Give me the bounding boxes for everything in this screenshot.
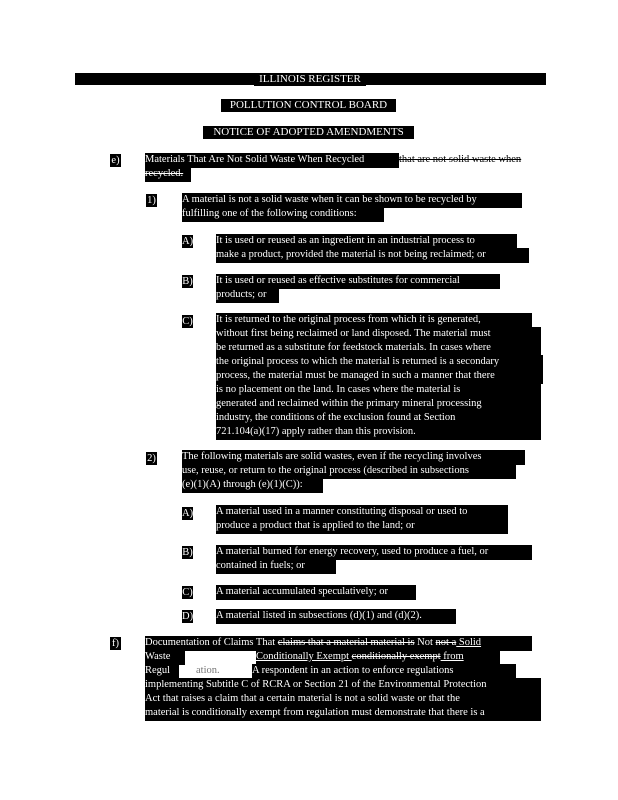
item-1B-line: It is used or reused as effective substitutes for commercial <box>216 274 500 289</box>
item-1B-marker: B) <box>182 276 193 287</box>
notice-title: NOTICE OF ADOPTED AMENDMENTS <box>203 126 414 139</box>
item-1C-line: It is returned to the original process from which it is generated, <box>216 313 532 328</box>
section-f-inserted-text: Solid <box>456 637 482 648</box>
item-1C-line: generated and reclaimed within the primary mineral processing <box>216 397 541 412</box>
section-f-inserted-text: Not <box>414 637 436 648</box>
item-1C-marker: C) <box>182 316 193 327</box>
section-e-marker: e) <box>111 155 120 166</box>
section-f-line-3-faded: ation. <box>196 664 226 679</box>
section-f-line: implementing Subtitle C of RCRA or Section 21 of the Environmental Protection <box>145 678 541 693</box>
section-e-deleted-line2: recycled. <box>145 167 191 182</box>
item-2B-line: A material burned for energy recovery, used to produce a fuel, or <box>216 545 532 560</box>
item-2C-marker: C) <box>182 587 193 598</box>
section-f-line-3-end: A respondent in an action to enforce regulations <box>252 664 516 679</box>
item-2C-line: A material accumulated speculatively; or <box>216 585 416 600</box>
item-2A-line: produce a product that is applied to the land; or <box>216 519 508 534</box>
section-f-deleted-text: claims that a material material is <box>277 637 415 648</box>
section-f-inserted-text: from <box>440 651 464 662</box>
item-2B-marker: B) <box>182 547 193 558</box>
item-2-marker: 2) <box>147 453 156 464</box>
item-1C-line: 721.104(a)(17) apply rather than this provision. <box>216 425 541 440</box>
item-1C-line: process, the material must be managed in such a manner that there <box>216 369 543 384</box>
section-f-deleted-text: not a <box>435 637 457 648</box>
section-f-line: material is conditionally exempt from regulation must demonstrate that there is a <box>145 706 541 721</box>
section-f-line-3-start: Regul <box>145 664 179 679</box>
section-e-heading: Materials That Are Not Solid Waste When Recycled <box>145 153 399 168</box>
item-1A-marker: A) <box>182 236 194 247</box>
item-1-line: fulfilling one of the following conditions: <box>182 207 384 222</box>
register-title: ILLINOIS REGISTER <box>254 73 366 86</box>
item-2D-line: A material listed in subsections (d)(1) and (d)(2). <box>216 609 456 624</box>
item-2-line: The following materials are solid wastes, even if the recycling involves <box>182 450 525 465</box>
section-e-deleted-text: that are not solid waste when <box>399 153 545 168</box>
item-1A-line: make a product, provided the material is not being reclaimed; or <box>216 248 529 263</box>
section-f-deleted-text: conditionally exempt <box>351 651 441 662</box>
item-2D-marker: D) <box>182 611 194 622</box>
section-f-line-2-start: Waste <box>145 650 185 665</box>
item-2B-line: contained in fuels; or <box>216 559 336 574</box>
item-1C-line: the original process to which the material is returned is a secondary <box>216 355 543 370</box>
section-f-heading <box>145 636 532 651</box>
board-title: POLLUTION CONTROL BOARD <box>221 99 396 112</box>
section-f-line: Act that raises a claim that a certain material is not a solid waste or that the <box>145 692 541 707</box>
item-2A-marker: A) <box>182 508 194 519</box>
item-1C-line: without first being reclaimed or land disposed. The material must <box>216 327 541 342</box>
item-2-line: use, reuse, or return to the original process (described in subsections <box>182 464 516 479</box>
item-1C-line: is no placement on the land. In cases where the material is <box>216 383 541 398</box>
section-f-line-2-end <box>256 650 500 665</box>
section-f-inserted-text: Conditionally Exempt <box>256 651 352 662</box>
section-f-heading-text: Documentation of Claims That <box>145 637 278 648</box>
item-1-marker: 1) <box>147 195 156 206</box>
item-1C-line: be returned as a substitute for feedstock materials. In cases where <box>216 341 541 356</box>
item-2A-line: A material used in a manner constituting disposal or used to <box>216 505 508 520</box>
item-1C-line: industry, the conditions of the exclusion found at Section <box>216 411 541 426</box>
section-f-marker: f) <box>112 638 119 649</box>
item-1-line: A material is not a solid waste when it can be shown to be recycled by <box>182 193 522 208</box>
item-1A-line: It is used or reused as an ingredient in an industrial process to <box>216 234 517 249</box>
item-1B-line: products; or <box>216 288 279 303</box>
item-2-line: (e)(1)(A) through (e)(1)(C)): <box>182 478 323 493</box>
